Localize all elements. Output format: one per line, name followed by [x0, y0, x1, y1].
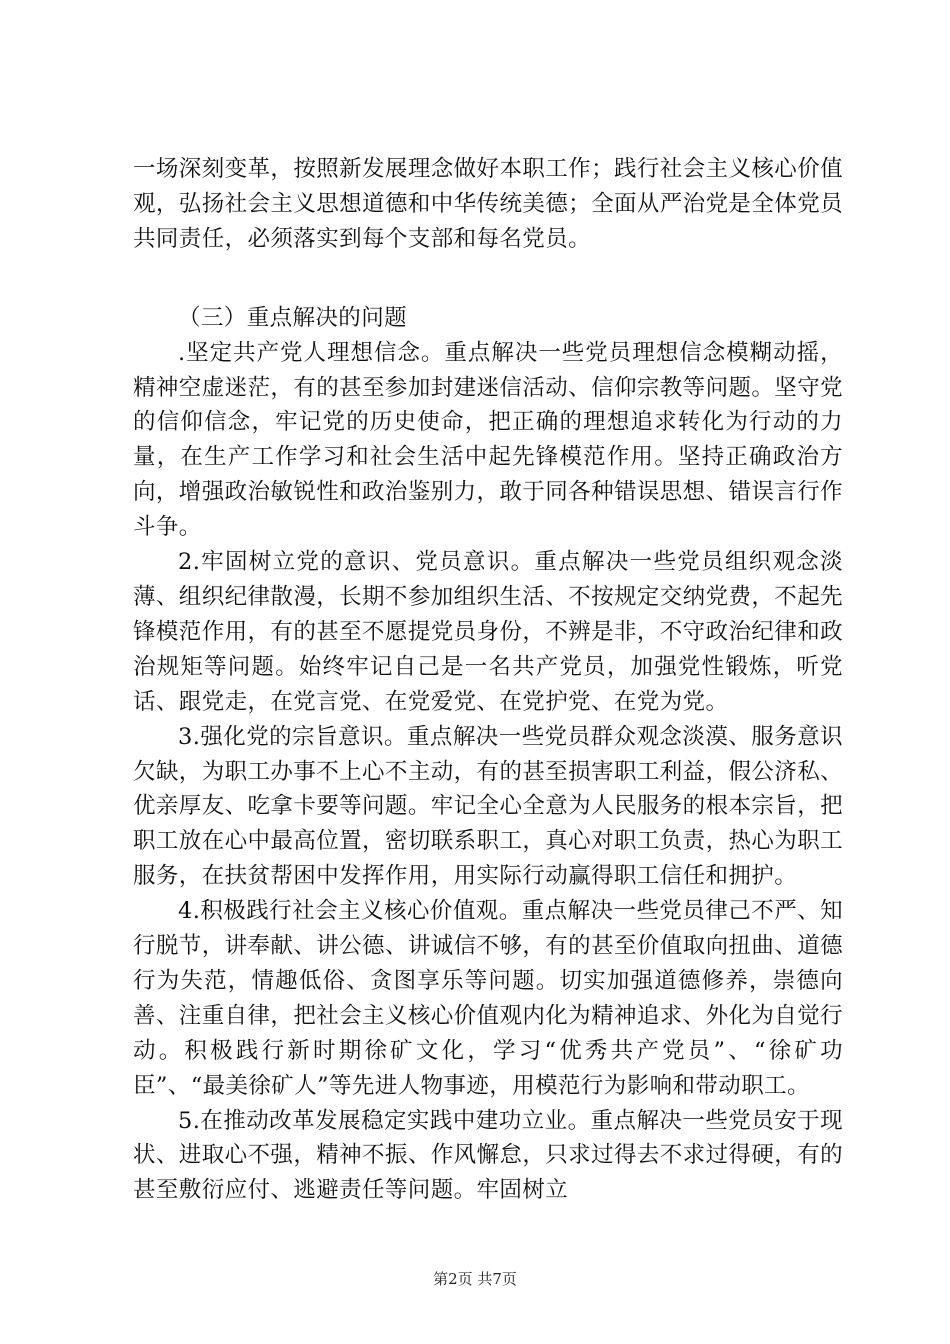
item-paragraph-1: .坚定共产党人理想信念。重点解决一些党员理想信念模糊动摇，精神空虚迷茫，有的甚至参加封建迷信活动、信仰宗教等问题。坚守党的信仰信念，牢记党的历史使命，把正确的理想追求转化为行动的力量，在生产工作学习和社会生活中起先锋模范作用。坚持正确政治方向，增强政治敏锐性和政治鉴别力，敢于同各种错误思想、错误言行作斗争。 — [133, 339, 843, 541]
page-footer — [0, 1268, 950, 1289]
item-paragraph-5: 5.在推动改革发展稳定实践中建功立业。重点解决一些党员安于现状、进取心不强，精神不振、作风懈怠，只求过得去不求过得硬，有的甚至敷衍应付、逃避责任等问题。牢固树立 — [133, 1107, 843, 1204]
document-body — [133, 152, 843, 1208]
section-heading: （三）重点解决的问题 — [178, 304, 408, 331]
item-paragraph-2: 2.牢固树立党的意识、党员意识。重点解决一些党员组织观念淡薄、组织纪律散漫，长期不参加组织生活、不按规定交纳党费，不起先锋模范作用，有的甚至不愿提党员身份，不辨是非，不守政治纪律和政治规矩等问题。始终牢记自己是一名共产党员，加强党性锻炼，听党话、跟党走，在党言党、在党爱党、在党护党、在党为党。 — [133, 549, 843, 715]
item-paragraph-4: 4.积极践行社会主义核心价值观。重点解决一些党员律己不严、知行脱节，讲奉献、讲公德、讲诚信不够，有的甚至价值取向扭曲、道德行为失范，情趣低俗、贪图享乐等问题。切实加强道德修养，崇德向善、注重自律，把社会主义核心价值观内化为精神追求、外化为自觉行动。积极践行新时期徐矿文化，学习“优秀共产党员”、“徐矿功臣”、“最美徐矿人”等先进人物事迹，用模范行为影响和带动职工。 — [133, 898, 843, 1099]
item-paragraph-3: 3.强化党的宗旨意识。重点解决一些党员群众观念淡漠、服务意识欠缺，为职工办事不上心不主动，有的甚至损害职工利益，假公济私、优亲厚友、吃拿卡要等问题。牢记全心全意为人民服务的根本宗旨，把职工放在心中最高位置，密切联系职工，真心对职工负责，热心为职工服务，在扶贫帮困中发挥作用，用实际行动赢得职工信任和拥护。 — [133, 723, 843, 890]
page-number-label: 第2页 共7页 — [433, 1270, 517, 1288]
intro-paragraph: 一场深刻变革，按照新发展理念做好本职工作；践行社会主义核心价值观，弘扬社会主义思想道德和中华传统美德；全面从严治党是全体党员共同责任，必须落实到每个支部和每名党员。 — [133, 156, 843, 252]
